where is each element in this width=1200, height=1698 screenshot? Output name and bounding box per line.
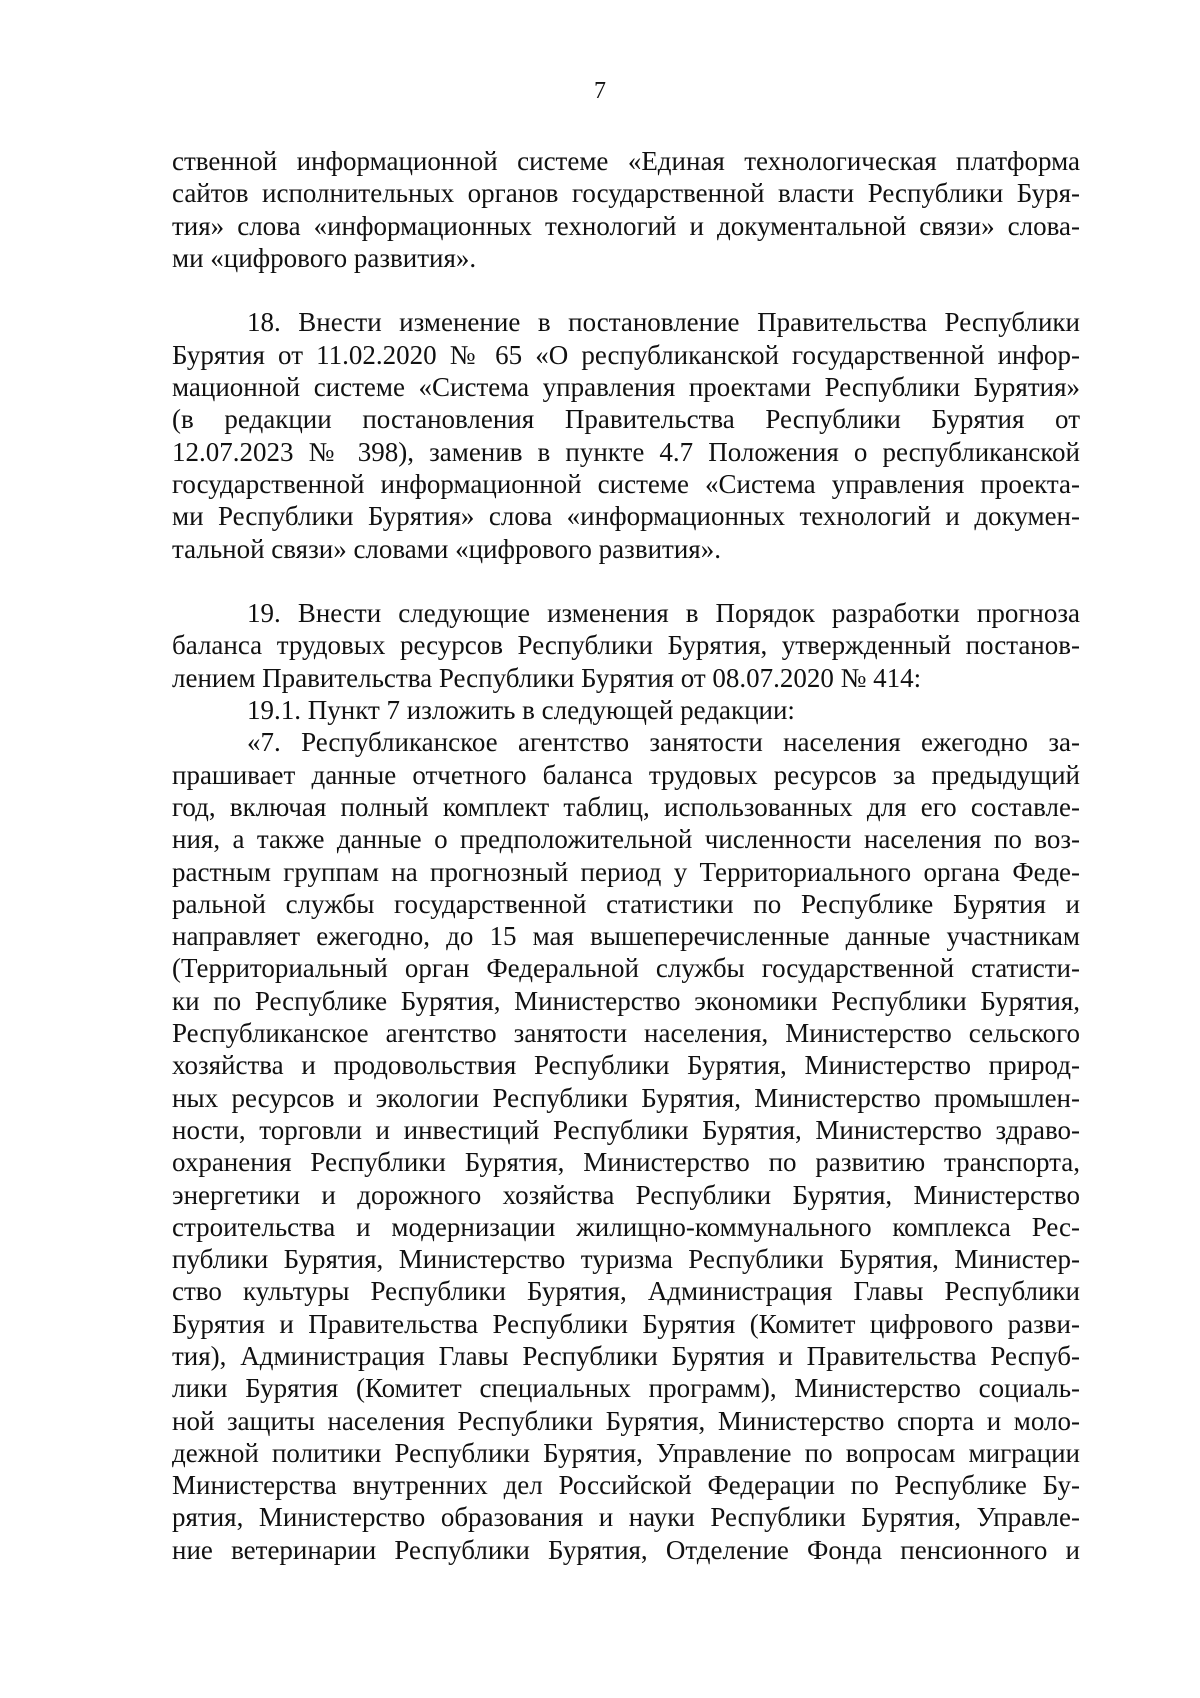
text-line: ных ресурсов и экологии Республики Бурятия, Министерство промышлен-: [172, 1082, 1080, 1113]
text-line: ки по Республике Бурятия, Министерство экономики Республики Бурятия,: [172, 985, 1080, 1016]
text-line: баланса трудовых ресурсов Республики Бурятия, утвержденный постанов-: [172, 630, 1080, 661]
document-body: [172, 145, 1080, 1566]
text-line: 19. Внести следующие изменения в Порядок разработки прогноза: [247, 598, 1080, 629]
text-line: ние ветеринарии Республики Бурятия, Отделение Фонда пенсионного и: [172, 1534, 1080, 1565]
text-line: Министерства внутренних дел Российской Федерации по Республике Бу-: [172, 1470, 1080, 1501]
text-line: ния, а также данные о предположительной численности населения по воз-: [172, 824, 1080, 855]
text-line: прашивает данные отчетного баланса трудовых ресурсов за предыдущий: [172, 759, 1080, 790]
text-line: охранения Республики Бурятия, Министерство по развитию транспорта,: [172, 1147, 1080, 1178]
text-line: ми «цифрового развития».: [172, 242, 477, 273]
paragraph-gap: [172, 565, 1080, 597]
text-line: публики Бурятия, Министерство туризма Республики Бурятия, Министер-: [172, 1244, 1080, 1275]
text-line: тия), Администрация Главы Республики Бурятия и Правительства Респуб-: [172, 1340, 1080, 1371]
text-line: Бурятия и Правительства Республики Бурятия (Комитет цифрового разви-: [172, 1308, 1080, 1339]
text-line: «7. Республиканское агентство занятости населения ежегодно за-: [247, 727, 1080, 758]
text-line: ство культуры Республики Бурятия, Администрация Главы Республики: [172, 1276, 1080, 1307]
text-line: государственной информационной системе «Система управления проекта-: [172, 468, 1080, 499]
text-line: энергетики и дорожного хозяйства Республики Бурятия, Министерство: [172, 1179, 1080, 1210]
paragraph-17-continuation: [172, 145, 1080, 274]
text-line: 12.07.2023 № 398), заменив в пункте 4.7 Положения о республиканской: [172, 436, 1080, 467]
text-line: ственной информационной системе «Единая технологическая платформа: [172, 146, 1080, 176]
text-line: Бурятия от 11.02.2020 № 65 «О республиканской государственной инфор-: [172, 339, 1080, 370]
text-line: ности, торговли и инвестиций Республики Бурятия, Министерство здраво-: [172, 1114, 1080, 1145]
text-line: хозяйства и продовольствия Республики Бурятия, Министерство природ-: [172, 1050, 1080, 1081]
paragraph-19-1: [172, 694, 1080, 726]
text-line: год, включая полный комплект таблиц, использованных для его составле-: [172, 791, 1080, 822]
paragraph-quoted-item-7: [172, 726, 1080, 1566]
text-line: ной защиты населения Республики Бурятия, Министерство спорта и моло-: [172, 1405, 1080, 1436]
text-line: лением Правительства Республики Бурятия от 08.07.2020 № 414:: [172, 662, 922, 693]
text-line: мационной системе «Система управления проектами Республики Бурятия»: [172, 372, 1080, 403]
text-line: 18. Внести изменение в постановление Правительства Республики: [247, 307, 1080, 338]
paragraph-18: [172, 306, 1080, 564]
text-line: лики Бурятия (Комитет специальных программ), Министерство социаль-: [172, 1373, 1080, 1404]
text-line: тия» слова «информационных технологий и документальной связи» слова-: [172, 210, 1080, 241]
text-line: 19.1. Пункт 7 изложить в следующей редакции:: [247, 695, 795, 726]
text-line: растным группам на прогнозный период у Территориального органа Феде-: [172, 856, 1080, 887]
text-line: дежной политики Республики Бурятия, Управление по вопросам миграции: [172, 1437, 1080, 1468]
paragraph-19: [172, 597, 1080, 694]
text-line: сайтов исполнительных органов государственной власти Республики Буря-: [172, 178, 1080, 209]
text-line: направляет ежегодно, до 15 мая вышеперечисленные данные участникам: [172, 921, 1080, 952]
page-number: 7: [594, 78, 606, 104]
text-line: ми Республики Бурятия» слова «информационных технологий и докумен-: [172, 501, 1080, 532]
text-line: рятия, Министерство образования и науки Республики Бурятия, Управле-: [172, 1502, 1080, 1533]
text-line: Республиканское агентство занятости населения, Министерство сельского: [172, 1018, 1080, 1049]
text-line: (Территориальный орган Федеральной службы государственной статисти-: [172, 953, 1080, 984]
text-line: тальной связи» словами «цифрового развития».: [172, 533, 721, 564]
paragraph-gap: [172, 274, 1080, 306]
text-line: ральной службы государственной статистики по Республике Бурятия и: [172, 888, 1080, 919]
text-line: строительства и модернизации жилищно-коммунального комплекса Рес-: [172, 1211, 1080, 1242]
text-line: (в редакции постановления Правительства Республики Бурятия от: [172, 404, 1080, 435]
